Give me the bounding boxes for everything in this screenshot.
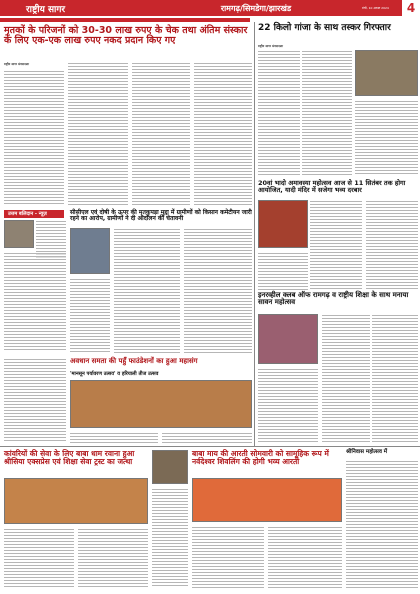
- bottom-center-col-2: [268, 526, 342, 588]
- left-lower-column: [4, 358, 66, 443]
- right-col-2: [302, 50, 352, 175]
- edition-meta: रांची, 10 अगस्त 2024: [362, 6, 389, 10]
- bottom-mini-col: [152, 488, 188, 588]
- right-top-byline: राष्ट्रीय सागर संवाददाता: [258, 44, 284, 48]
- bottom-right-col: [346, 460, 418, 588]
- sawan-photo: [258, 314, 318, 364]
- section-band: उत्तम बलिदान - न्यूज़: [4, 210, 64, 218]
- top-strip: [0, 18, 250, 22]
- row-rule: [0, 446, 420, 447]
- right-mid-col-0: [258, 252, 308, 290]
- edition-region: रामगढ़/सिमडेगा/झारखंड: [220, 3, 292, 13]
- shrine-photo: [258, 200, 308, 248]
- right-mid-col-1: [310, 200, 362, 290]
- right-low-col-0: [258, 368, 318, 444]
- lead-column-1: [4, 70, 64, 205]
- bottom-center-headline: बाबा माय की आरती सोमवारी को सामूहिक रूप में नर्वदेश्वर शिवलिंग की होगी भव्य आरती: [192, 449, 329, 466]
- masthead: [0, 0, 420, 16]
- lead-column-4: [194, 62, 252, 205]
- right-low-col-1: [322, 314, 370, 444]
- middle-column-2: [184, 228, 252, 354]
- portrait-photo: [4, 220, 34, 248]
- center-text-1: [70, 432, 158, 444]
- bottom-right-headline: श्रीनिवास महोत्सव में: [346, 449, 388, 455]
- newspaper-brand: राष्ट्रीय सागर: [26, 4, 66, 15]
- seizure-photo: [355, 50, 418, 96]
- column-rule: [254, 22, 255, 446]
- middle-column-1: [114, 228, 180, 354]
- lead-column-2: [68, 62, 128, 205]
- middle-photo: [70, 228, 110, 274]
- middle-headline: सीसीएल एवं दोषी के ऊपर की मृतकुपड़ा मुद्दा में ग्रामीणों को किसान कमेटीयन जारी रहने का आरोप, ग्रामीणों ने दी आंदोलन की चेतावनी: [70, 209, 252, 223]
- center-headline: अवधान समता की पहुँ फाउंडेशनों का हुआ महासंग: [70, 357, 198, 365]
- left-story-column: [4, 252, 66, 352]
- center-photo: [70, 380, 252, 428]
- aarti-photo: [192, 478, 342, 522]
- right-mid-col-2: [366, 200, 418, 290]
- lead-headline: मृतकों के परिजनों को 30-30 लाख रुपए के चेक तथा अंतिम संस्कार के लिए एक-एक लाख रुपए नकद प्रदान किए गए: [4, 25, 248, 46]
- lead-byline: राष्ट्रीय सागर संवाददाता: [4, 62, 30, 66]
- right-mid-headline: 20वां भादो अमावस्या महोत्सव आज से 11 सितंबर तक होगा आयोजित, यादी मंदिर में सजेगा भव्य दरबार: [258, 179, 406, 194]
- lead-column-3: [132, 62, 190, 205]
- middle-column-left: [70, 278, 110, 354]
- bottom-left-col-1: [4, 528, 74, 588]
- right-low-col-2: [372, 314, 418, 444]
- bottom-center-col-1: [192, 526, 264, 588]
- right-col-1: [258, 50, 300, 175]
- right-low-headline: इनरव्हील क्लब ऑफ रामगढ़ व राष्ट्रीय शिक्षा के साथ मनाया सावन महोत्सव: [258, 291, 409, 307]
- right-top-headline: 22 किलो गांजा के साथ तस्कर गिरफ्तार: [258, 23, 391, 33]
- page-number: 4: [402, 0, 420, 16]
- bottom-left-col-2: [78, 528, 148, 588]
- small-photo: [152, 450, 188, 484]
- right-col-3: [355, 100, 418, 175]
- center-text-2: [162, 432, 252, 444]
- kanwar-photo: [4, 478, 148, 524]
- bottom-left-headline: कांवरियों की सेवा के लिए बाबा धाम रवाना हुआ श्रीसिया एक्सप्रेस एवं शिक्षा सेवा ट्रस्ट का जत्था: [4, 449, 135, 466]
- center-subhead: 'मानसून पर्यावरण उत्सव' व हरियाली तीज उत्सव: [70, 370, 252, 378]
